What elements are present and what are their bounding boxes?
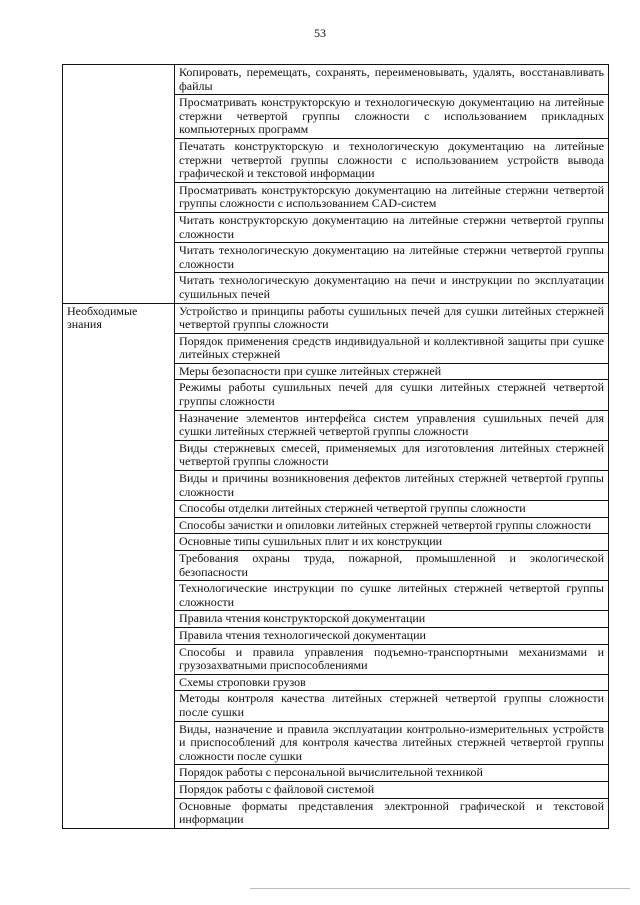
knowledge-label: Необходимые знания [63, 303, 175, 828]
skill-item: Читать технологическую документацию на печи и инструкции по эксплуатации сушильных печей [175, 273, 609, 303]
knowledge-item: Схемы строповки грузов [175, 674, 609, 691]
knowledge-item: Устройство и принципы работы сушильных печей для сушки литейных стержней четвертой группы сложности [175, 303, 609, 333]
skills-label-cell [63, 65, 175, 304]
knowledge-item: Меры безопасности при сушке литейных стержней [175, 363, 609, 380]
knowledge-item: Правила чтения конструкторской документации [175, 611, 609, 628]
knowledge-item: Порядок работы с персональной вычислительной техникой [175, 765, 609, 782]
knowledge-item: Способы зачистки и опиловки литейных стержней четвертой группы сложности [175, 517, 609, 534]
knowledge-item: Виды, назначение и правила эксплуатации контрольно-измерительных устройств и приспособлений для контроля качества литейных стержней четвертой группы сложности после сушки [175, 721, 609, 765]
knowledge-item: Основные типы сушильных плит и их конструкции [175, 534, 609, 551]
skill-item: Просматривать конструкторскую документацию на литейные стержни четвертой группы сложности с использованием CAD-систем [175, 182, 609, 212]
knowledge-item: Режимы работы сушильных печей для сушки литейных стержней четвертой группы сложности [175, 380, 609, 410]
knowledge-item: Виды стержневых смесей, применяемых для изготовления литейных стержней четвертой группы сложности [175, 440, 609, 470]
table-row [63, 65, 609, 95]
knowledge-item: Назначение элементов интерфейса систем управления сушильных печей для сушки литейных стержней четвертой группы сложности [175, 410, 609, 440]
page-number: 53 [314, 26, 326, 40]
skill-item: Просматривать конструкторскую и технологическую документацию на литейные стержни четвертой группы сложности с использованием прикладных компьютерных программ [175, 95, 609, 139]
skill-item: Читать конструкторскую документацию на литейные стержни четвертой группы сложности [175, 212, 609, 242]
knowledge-item: Виды и причины возникновения дефектов литейных стержней четвертой группы сложности [175, 471, 609, 501]
knowledge-item: Способы отделки литейных стержней четвертой группы сложности [175, 501, 609, 518]
knowledge-item: Правила чтения технологической документации [175, 627, 609, 644]
skill-item: Печатать конструкторскую и технологическую документацию на литейные стержни четвертой группы сложности с использованием устройств вывода графической и текстовой информации [175, 138, 609, 182]
skill-item: Копировать, перемещать, сохранять, переименовывать, удалять, восстанавливать файлы [175, 65, 609, 95]
knowledge-item: Основные форматы представления электронной графической и текстовой информации [175, 798, 609, 828]
requirements-table [62, 64, 609, 829]
table-row [63, 303, 609, 333]
knowledge-item: Порядок работы с файловой системой [175, 781, 609, 798]
knowledge-item: Способы и правила управления подъемно-транспортными механизмами и грузозахватными приспособлениями [175, 644, 609, 674]
knowledge-item: Порядок применения средств индивидуальной и коллективной защиты при сушке литейных стержней [175, 333, 609, 363]
skill-item: Читать технологическую документацию на литейные стержни четвертой группы сложности [175, 243, 609, 273]
scan-edge-line [250, 888, 630, 889]
knowledge-item: Технологические инструкции по сушке литейных стержней четвертой группы сложности [175, 581, 609, 611]
knowledge-item: Требования охраны труда, пожарной, промышленной и экологической безопасности [175, 551, 609, 581]
knowledge-item: Методы контроля качества литейных стержней четвертой группы сложности после сушки [175, 691, 609, 721]
